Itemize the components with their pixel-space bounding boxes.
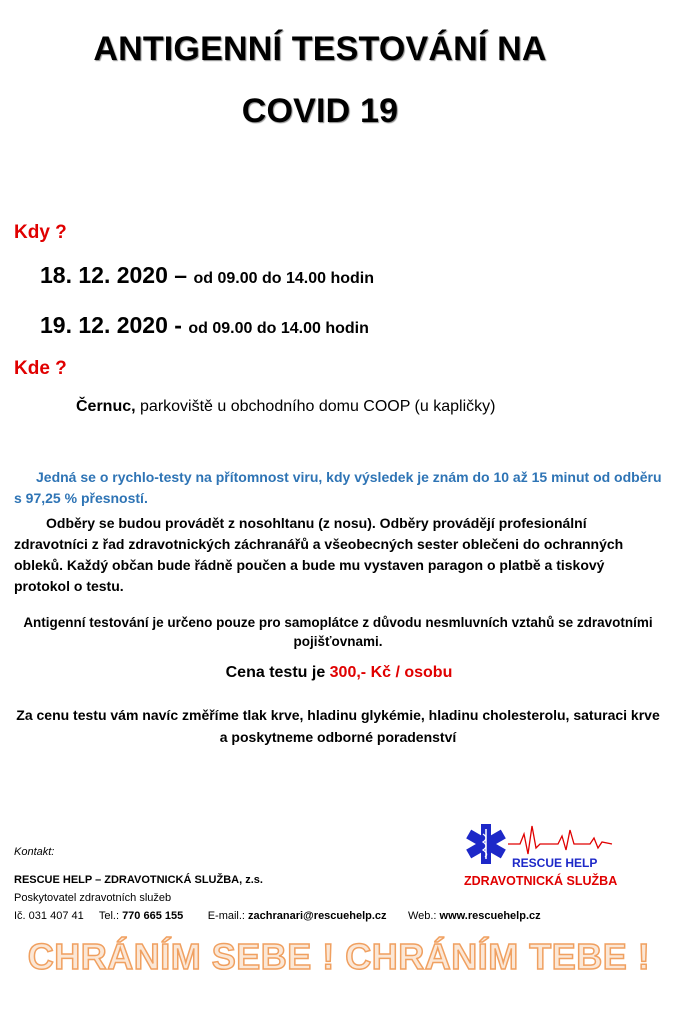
logo-text-rescue-help: RESCUE HELP bbox=[512, 856, 598, 870]
web-link[interactable]: www.rescuehelp.cz bbox=[439, 910, 541, 922]
date-2-sep: - bbox=[167, 312, 189, 338]
contact-provider: Poskytovatel zdravotních služeb bbox=[14, 892, 172, 904]
date-1-sep: – bbox=[167, 262, 194, 288]
ic-label: Ič. bbox=[14, 910, 29, 922]
price-prefix: Cena testu je bbox=[225, 664, 330, 681]
web-label: Web.: bbox=[407, 910, 440, 922]
info-self-payers: Antigenní testování je určeno pouze pro samoplátce z důvodu nesmluvních vztahů se zdravotními pojišťovnami. bbox=[23, 615, 653, 649]
date-line-1 bbox=[40, 262, 374, 289]
info-rapid-test: Jedná se o rychlo-testy na přítomnost viru, kdy výsledek je znám do 10 až 15 minut od odběru s 97,25 % přesností. bbox=[14, 469, 662, 506]
place-line bbox=[76, 398, 495, 416]
contact-label: Kontakt: bbox=[14, 846, 55, 858]
logo-text-zdravotnicka-sluzba: ZDRAVOTNICKÁ SLUŽBA bbox=[464, 874, 618, 888]
price-amount: 300,- Kč / osobu bbox=[329, 664, 453, 681]
email-label: E-mail.: bbox=[207, 910, 249, 922]
where-heading: Kde ? bbox=[14, 358, 67, 379]
info-extras: Za cenu testu vám navíc změříme tlak krve, hladinu glykémie, hladinu cholesterolu, saturaci krve a poskytneme odborné poradenství bbox=[16, 707, 660, 745]
star-of-life-icon bbox=[466, 824, 506, 864]
when-heading: Kdy ? bbox=[14, 222, 67, 243]
email-link[interactable]: zachranari@rescuehelp.cz bbox=[248, 910, 387, 922]
date-2: 19. 12. 2020 bbox=[40, 312, 168, 338]
place-detail: parkoviště u obchodního domu COOP (u kapličky) bbox=[135, 398, 496, 415]
page-title-line2: COVID 19 bbox=[241, 92, 399, 130]
place-town: Černuc, bbox=[76, 398, 136, 415]
date-2-time: od 09.00 do 14.00 hodin bbox=[188, 320, 369, 337]
tel-label: Tel.: bbox=[98, 910, 123, 922]
tel-value: 770 665 155 bbox=[122, 910, 184, 922]
date-1: 18. 12. 2020 bbox=[40, 262, 168, 288]
ic-value: 031 407 41 bbox=[28, 910, 84, 922]
price-line bbox=[0, 664, 678, 682]
contact-details bbox=[14, 910, 541, 922]
info-sampling: Odběry se budou provádět z nosohltanu (z nosu). Odběry provádějí profesionální zdravotníci z řad zdravotnických záchranářů a všeobecných sester oblečeni do ochranných obleků. Každý občan bude řádně poučen a bude mu vystaven paragon o platbě a tiskový protokol o testu. bbox=[14, 515, 624, 594]
contact-org: RESCUE HELP – ZDRAVOTNICKÁ SLUŽBA, z.s. bbox=[14, 874, 263, 886]
date-line-2 bbox=[40, 312, 369, 339]
slogan: CHRÁNÍM SEBE ! CHRÁNÍM TEBE ! bbox=[27, 936, 651, 977]
ecg-line bbox=[508, 826, 612, 854]
page-title-line1: ANTIGENNÍ TESTOVÁNÍ NA bbox=[93, 30, 547, 68]
date-1-time: od 09.00 do 14.00 hodin bbox=[193, 270, 374, 287]
